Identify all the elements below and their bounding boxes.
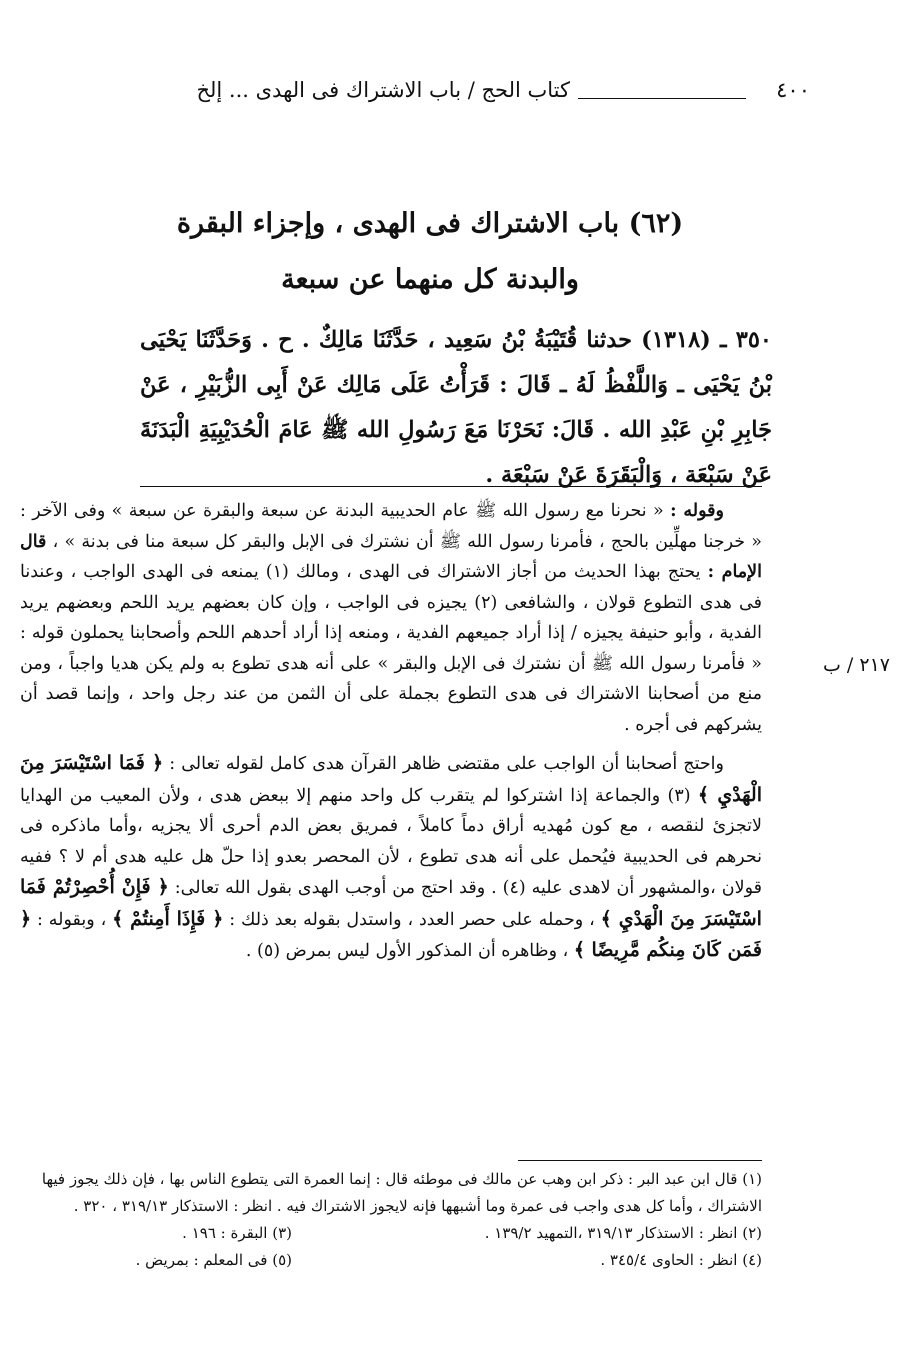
footnote-2: (٢) انظر : الاستذكار ٣١٩/١٣ ،التمهيد ١٣٩/٢ .	[484, 1224, 762, 1242]
commentary-text: يحتج بهذا الحديث من أجاز الاشتراك فى الهدى ، ومالك (١) يمنعه فى الهدى الواجب ، وعندنا فى هدى التطوع قولان ، والشافعى (٢) يجيزه فى الواجب ، وإن كان بعضهم يريد اللحم وبعضهم يريد الفدية ، وأبو حنيفة يجيزه / إذا أراد جميعهم الفدية ، ومنعه إذا أراد أحدهم اللحم وأصحابنا يحملون قوله : « فأمرنا رسول الله ﷺ أن نشترك فى الإبل والبقر » على أنه هدى تطوع به ولم يكن هديا واجباً ، ومن منع من أصحابنا الاشتراك فى هدى التطوع بجملة على أن الثمن من عند رجل واحد ، وإنما قصد أن يشركهم فى أجره .	[20, 562, 762, 735]
imam-label: قال الإمام :	[20, 531, 762, 582]
manuscript-folio-marker: ٢١٧ / ب	[823, 654, 890, 676]
quran-quote: ﴿ فَمَا اسْتَيْسَرَ مِنَ الْهَدْيِ ﴾	[20, 752, 763, 806]
page-number: ٤٠٠	[776, 78, 810, 102]
footnote-1: (١) قال ابن عبد البر : ذكر ابن وهب عن مالك فى موطئه قال : إنما العمرة التى يتطوع الناس بها ، فإن ذلك يجوز فيها الاشتراك ، وأما كل هدى واجب فى عمرة وما أشبهها فإنه لايجوز الاشتراك فيه . انظر : الاستذكار ٣١٩/١٣ ، ٣٢٠ .	[41, 1170, 762, 1215]
footnote-row	[20, 1247, 762, 1274]
footnote-5: (٥) فى المعلم : بمريض .	[135, 1251, 292, 1269]
chapter-title-line-2: والبدنة كل منهما عن سبعة	[281, 264, 579, 295]
commentary-text: ، وبقوله :	[37, 909, 107, 930]
main-divider	[140, 486, 762, 487]
running-title: كتاب الحج / باب الاشتراك فى الهدى ... إلخ	[196, 78, 570, 102]
commentary-text: ، وحمله على حصر العدد ، واستدل بقوله بعد ذلك :	[229, 909, 595, 930]
commentary	[20, 496, 762, 967]
commentary-text: (٣) والجماعة إذا اشتركوا لم يتقرب كل واحد منهم إلا ببعض هدى ، ولأن المعيب من الهدايا لاتجزئ لنقصه ، مع كون مُهديه أراق دماً كاملاً ، فمريق بعض الدم أحرى ألا يجزيه ،وأما ماذكره فى نحرهم فى الحديبية فيُحمل على أنه هدى تطوع ، لأن المحصر بعدو إذا حلّ هل عليه هدى أم لا ؟ ففيه قولان ،والمشهور أن لاهدى عليه (٤) . وقد احتج من أوجب الهدى بقول الله تعالى:	[20, 785, 762, 898]
commentary-text: ، وظاهره أن المذكور الأول ليس بمرض (٥) .	[245, 941, 569, 961]
chapter-title-line-1: (٦٢) باب الاشتراك فى الهدى ، وإجزاء البقرة	[176, 208, 684, 239]
footnotes	[20, 1166, 762, 1274]
footnote-divider	[518, 1160, 762, 1161]
quran-quote: ﴿ فَمَن كَانَ مِنكُم مَّرِيضًا ﴾	[20, 907, 762, 961]
header-rule	[578, 98, 746, 99]
footnote-3: (٣) البقرة : ١٩٦ .	[182, 1224, 292, 1242]
running-header	[30, 72, 810, 112]
chapter-title	[80, 196, 780, 308]
commentary-lead: وقوله :	[670, 501, 724, 521]
quran-quote: ﴿ فَإِذَا أَمِنتُمْ ﴾	[112, 907, 224, 930]
commentary-paragraph-2	[20, 748, 762, 967]
quran-quote: ﴿ فَإِنْ أُحْصِرْتُمْ فَمَا اسْتَيْسَرَ مِنَ الْهَدْيِ ﴾	[20, 876, 762, 930]
footnote-4: (٤) انظر : الحاوى ٣٤٥/٤ .	[600, 1251, 762, 1269]
footnote-row	[20, 1220, 762, 1247]
hadith-text: ٣٥٠ ـ (١٣١٨) حدثنا قُتَيْبَةُ بْنُ سَعِيد ، حَدَّثَنَا مَالِكٌ . ح . وَحَدَّثَنَا يَحْيَى بْنُ يَحْيَى ـ وَاللَّفْظُ لَهُ ـ قَالَ : قَرَأْتُ عَلَى مَالِك عَنْ أَبِى الزُّبَيْرِ ، عَنْ جَابِرِ بْنِ عَبْدِ الله . قَالَ: نَحَرْنَا مَعَ رَسُولِ الله ﷺ عَامَ الْحُدَيْبِيَةِ الْبَدَنَةَ عَنْ سَبْعَة ، وَالْبَقَرَةَ عَنْ سَبْعَة .	[140, 327, 772, 488]
commentary-paragraph-1	[20, 496, 762, 740]
commentary-text: « نحرنا مع رسول الله ﷺ عام الحديبية البدنة عن سبعة والبقرة عن سبعة » وفى الآخر : « خرجنا مهلِّين بالحج ، فأمرنا رسول الله ﷺ أن نشترك فى الإبل والبقر كل سبعة منا فى بدنة » ،	[20, 501, 762, 552]
commentary-text: واحتج أصحابنا أن الواجب على مقتضى ظاهر القرآن هدى كامل لقوله تعالى :	[169, 754, 724, 774]
